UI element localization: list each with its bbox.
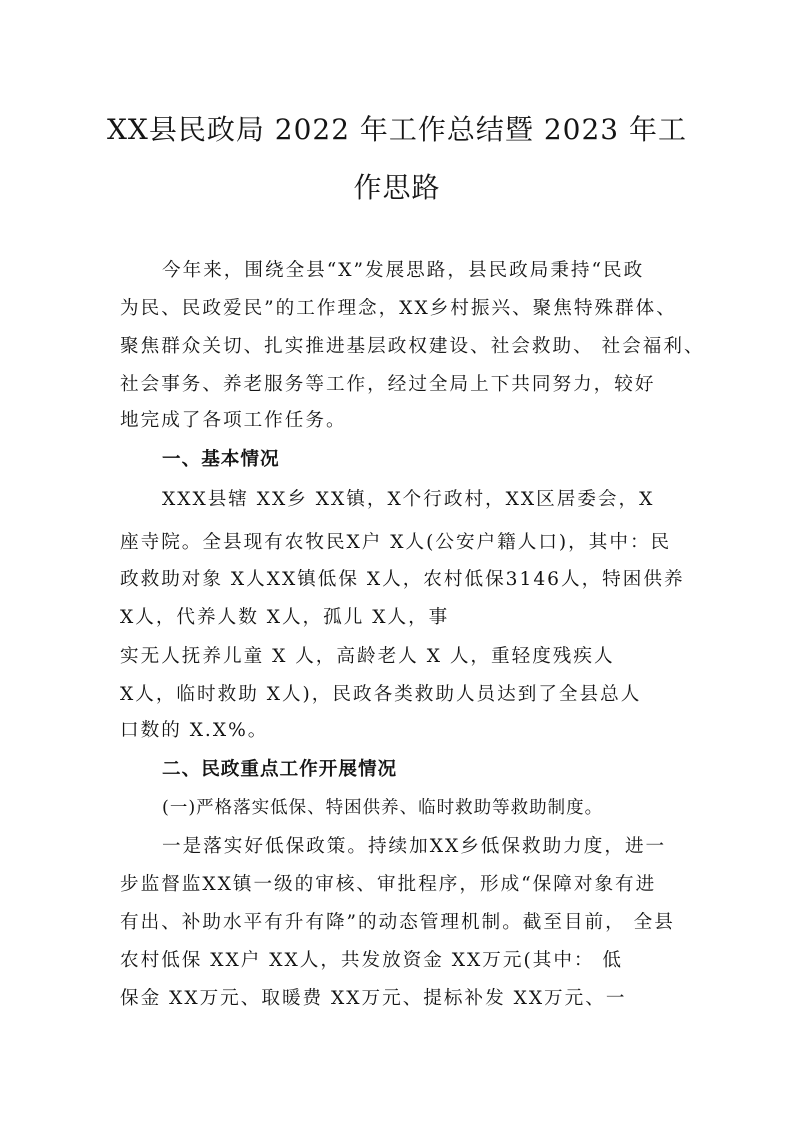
body-line: X人，临时救助 X人)，民政各类救助人员达到了全县总人 xyxy=(120,684,642,705)
body-line: 地完成了各项工作任务。 xyxy=(120,410,347,431)
body-line: 为民、民政爱民”的工作理念，XX乡村振兴、聚焦特殊群体、 xyxy=(120,298,677,319)
body-line: 农村低保 XX户 XX人，共发放资金 XX万元(其中： 低 xyxy=(120,950,624,971)
section-heading-key-work: 二、民政重点工作开展情况 xyxy=(162,759,398,780)
body-line: 步监督监XX镇一级的审核、审批程序，形成“保障对象有进 xyxy=(120,874,657,895)
body-line: 政救助对象 X人XX镇低保 X人，农村低保3146人，特困供养 xyxy=(120,569,685,590)
body-line: 有出、补助水平有升有降”的动态管理机制。截至目前， 全县 xyxy=(120,912,675,933)
subsection-heading: (一)严格落实低保、特困供养、临时救助等救助制度。 xyxy=(162,798,604,818)
body-line: 今年来，围绕全县“X”发展思路，县民政局秉持“民政 xyxy=(162,260,645,281)
body-line: 一是落实好低保政策。持续加XX乡低保救助力度，进一 xyxy=(162,836,667,857)
body-line: 座寺院。全县现有农牧民X户 X人(公安户籍人口)，其中：民 xyxy=(120,532,672,553)
body-line: 社会事务、养老服务等工作，经过全局上下共同努力，较好 xyxy=(120,374,656,395)
body-line: 保金 XX万元、取暖费 XX万元、提标补发 XX万元、一 xyxy=(120,988,627,1009)
body-line: 实无人抚养儿童 X 人，高龄老人 X 人，重轻度残疾人 xyxy=(120,646,615,667)
document-title-line-1: XX县民政局 2022 年工作总结暨 2023 年工 xyxy=(107,113,687,146)
body-line: 聚焦群众关切、扎实推进基层政权建设、社会救助、 社会福利、 xyxy=(120,336,705,357)
body-line: 口数的 X.X%。 xyxy=(120,720,269,741)
section-heading-basic-situation: 一、基本情况 xyxy=(162,449,280,470)
body-line: XXX县辖 XX乡 XX镇，X个行政村，XX区居委会，X xyxy=(162,489,655,510)
body-line: X人，代养人数 X人，孤儿 X人，事 xyxy=(120,607,450,628)
document-title-line-2: 作思路 xyxy=(353,171,441,204)
